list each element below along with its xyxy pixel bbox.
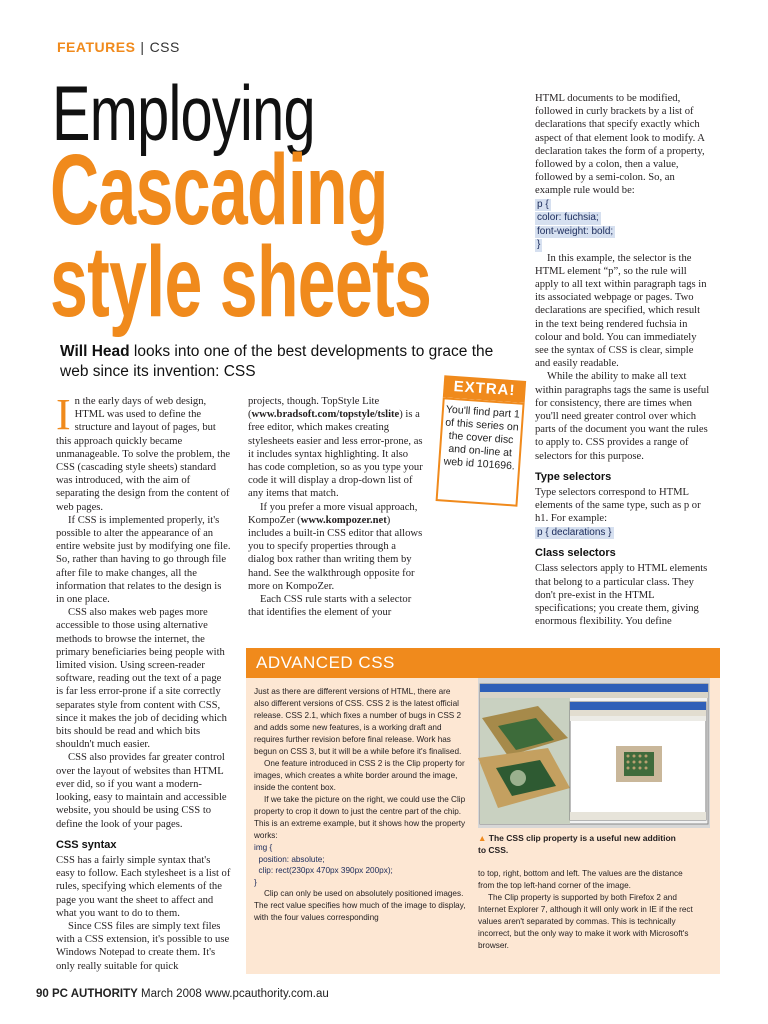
kompozer-link[interactable]: www.kompozer.net — [300, 514, 387, 526]
code-line: color: fuchsia; — [537, 212, 599, 224]
intro-paragraph — [56, 390, 231, 514]
text-run: projects, though. TopStyle Lite ( — [248, 396, 380, 421]
body-paragraph: CSS also provides far greater control over the layout of websites than HTML ever did, so if you want a modern-looking, easy to maintain and accessible website, you should be using CSS to define the look of your pages. — [56, 752, 227, 830]
image-caption — [478, 832, 678, 856]
body-column-3 — [535, 92, 710, 628]
box-paragraph: The Clip property is supported by both Firefox 2 and Internet Explorer 7, although it will only work in IE if the rect values aren't separated by commas. This is technically incorrect, but the only way to make it work with Microsoft's browser. — [478, 893, 693, 950]
drop-cap: I — [56, 390, 71, 439]
advanced-css-title: ADVANCED CSS — [256, 653, 395, 672]
standfirst — [60, 342, 500, 382]
section-topic: CSS — [149, 39, 180, 55]
body-paragraph: CSS has a fairly simple syntax that's easy to follow. Each stylesheet is a list of rules, specifying which elements of the page you want the sheet to affect and what you want to do to them. — [56, 854, 231, 919]
body-paragraph: Class selectors apply to HTML elements that belong to a particular class. They don't pre-exist in the HTML specifications; you create them, giving enormous flexibility. You define — [535, 563, 708, 628]
advanced-column-2 — [478, 868, 694, 952]
caption-text: The CSS clip property is a useful new addition to CSS. — [478, 833, 676, 855]
body-paragraph: Since CSS files are simply text files with a CSS extension, it's possible to use Windows Notepad to create them. It's only really suitable for quick — [56, 920, 230, 972]
code-line: font-weight: bold; — [537, 225, 614, 237]
body-paragraph — [248, 395, 423, 501]
box-paragraph: to top, right, bottom and left. The values are the distance from the top left-hand corner of the image. — [478, 869, 683, 890]
text-run: ) includes a built-in CSS editor that allows you to specify properties through a dialog box rather than writing them by hand. See the walkthrough opposite for more on KompoZer. — [248, 514, 423, 592]
code-line: p { declarations } — [537, 526, 612, 538]
body-paragraph: In this example, the selector is the HTML element “p”, so the rule will apply to all text within paragraph tags in its associated webpage or pages. Two declarations are specified, which result in the text being rendered fuchsia in colour and bold. You can immediately see the syntax of CSS is clear, simple and easily readable. — [535, 252, 707, 370]
body-paragraph: HTML documents to be modified, followed in curly brackets by a list of declarations that specify exactly which aspect of that element look to modify. A declaration takes the form of a property, followed by a colon, then a value, followed by a semi-colon. So, an example rule would be: — [535, 93, 705, 197]
code-line: img { — [254, 843, 273, 852]
code-line: position: absolute; — [254, 854, 325, 864]
page-footer — [36, 988, 329, 1000]
body-column-2 — [248, 395, 423, 619]
screenshot-illustration — [478, 678, 710, 828]
box-paragraph: One feature introduced in CSS 2 is the Clip property for images, which creates a white border around the image, inside the content box. — [254, 759, 465, 792]
intro-text: n the early days of web design, HTML was used to define the structure and layout of pages, but this approach quickly became unmanageable. To solve the problem, the CSS (cascading style sheets) standard was introduced, with the aim of separating the design from the content of web pages. — [56, 396, 231, 513]
advanced-css-header — [246, 648, 720, 678]
title-line-3: style sheets — [50, 226, 432, 338]
code-line: p { — [537, 198, 549, 210]
body-paragraph: CSS also makes web pages more accessible to those using alternative methods to browse the internet, the primary beneficiaries being people with limited vision. Using screen-reader software, reading out the text of a page is far less error-prone if a site correctly separates style from content with CSS, since it makes the job of deciding which bits should be read and which bits shouldn't much easier. — [56, 607, 227, 751]
body-column-1 — [56, 390, 231, 973]
topstyle-link[interactable]: www.bradsoft.com/topstyle/tslite — [251, 409, 400, 421]
title-line-2: Cascading — [50, 134, 388, 246]
subheading-class-selectors: Class selectors — [535, 547, 616, 560]
code-line: } — [254, 877, 257, 887]
extra-text: You'll find part 1 of this series on the cover disc and on-line at web id 101696. — [436, 397, 525, 506]
code-example-1 — [535, 198, 710, 252]
magazine-name: PC AUTHORITY — [52, 988, 138, 1000]
section-label: FEATURES — [57, 39, 136, 55]
code-line: } — [537, 239, 541, 251]
box-paragraph: Just as there are different versions of HTML, there are also different versions of CSS. CSS 2 is the latest official release. CSS 2.1, which fixes a number of bugs in CSS 2 and adds some new features, is a working draft and requires further revision before final release. Work has begun on CSS 3, but it will be a while before it's finalised. — [254, 687, 462, 756]
subheading-type-selectors: Type selectors — [535, 470, 612, 483]
caption-triangle-icon: ▲ — [478, 833, 487, 843]
issue-date: March 2008 — [141, 988, 202, 1000]
standfirst-text: looks into one of the best developments to grace the web since its invention: CSS — [60, 343, 494, 380]
body-paragraph — [248, 501, 423, 593]
body-paragraph: While the ability to make all text within paragraphs tags the same is useful for consistency, there are times when you'll need greater control over which parts of the document you want the rules to apply to. CSS provides a range of selectors for this purpose. — [535, 371, 710, 462]
text-run: ) is a free editor, which makes creating stylesheets easier and less error-prone, as it includes syntax highlighting. It also has code completion, so as you type your code it will display a drop-down list of any items that match. — [248, 409, 423, 500]
section-separator: | — [140, 39, 145, 55]
page-number: 90 — [36, 988, 49, 1000]
section-header — [57, 39, 180, 55]
title-line-1: Employing — [52, 69, 315, 157]
clip-screenshot-image — [478, 678, 710, 828]
body-paragraph: If CSS is implemented properly, it's possible to alter the appearance of an entire website just by modifying one file. So, rather than having to go through file after file to make changes, all the information that relates to the design is in one place. — [56, 514, 231, 606]
advanced-column-1 — [254, 686, 466, 924]
advanced-css-box — [246, 648, 720, 974]
box-paragraph: If we take the picture on the right, we could use the Clip property to crop it down to just the centre part of the chip. This is an extreme example, but it shows how the property works: — [254, 795, 466, 840]
subheading-css-syntax: CSS syntax — [56, 838, 117, 851]
extra-callout — [436, 375, 526, 502]
code-line: clip: rect(230px 470px 390px 200px); — [254, 866, 393, 875]
clip-code-example — [254, 842, 466, 888]
footer-url[interactable]: www.pcauthority.com.au — [204, 988, 329, 1000]
author-name: Will Head — [60, 343, 130, 360]
text-run: If you prefer a more visual approach, KompoZer ( — [248, 501, 418, 526]
box-paragraph: Clip can only be used on absolutely positioned images. The rect value specifies how much of the image to display, with the four values corresponding — [254, 889, 466, 922]
body-paragraph: Type selectors correspond to HTML elements of the same type, such as p or h1. For example: — [535, 487, 701, 525]
extra-label: EXTRA! — [443, 375, 526, 403]
body-paragraph: Each CSS rule starts with a selector that identifies the element of your — [248, 594, 412, 619]
